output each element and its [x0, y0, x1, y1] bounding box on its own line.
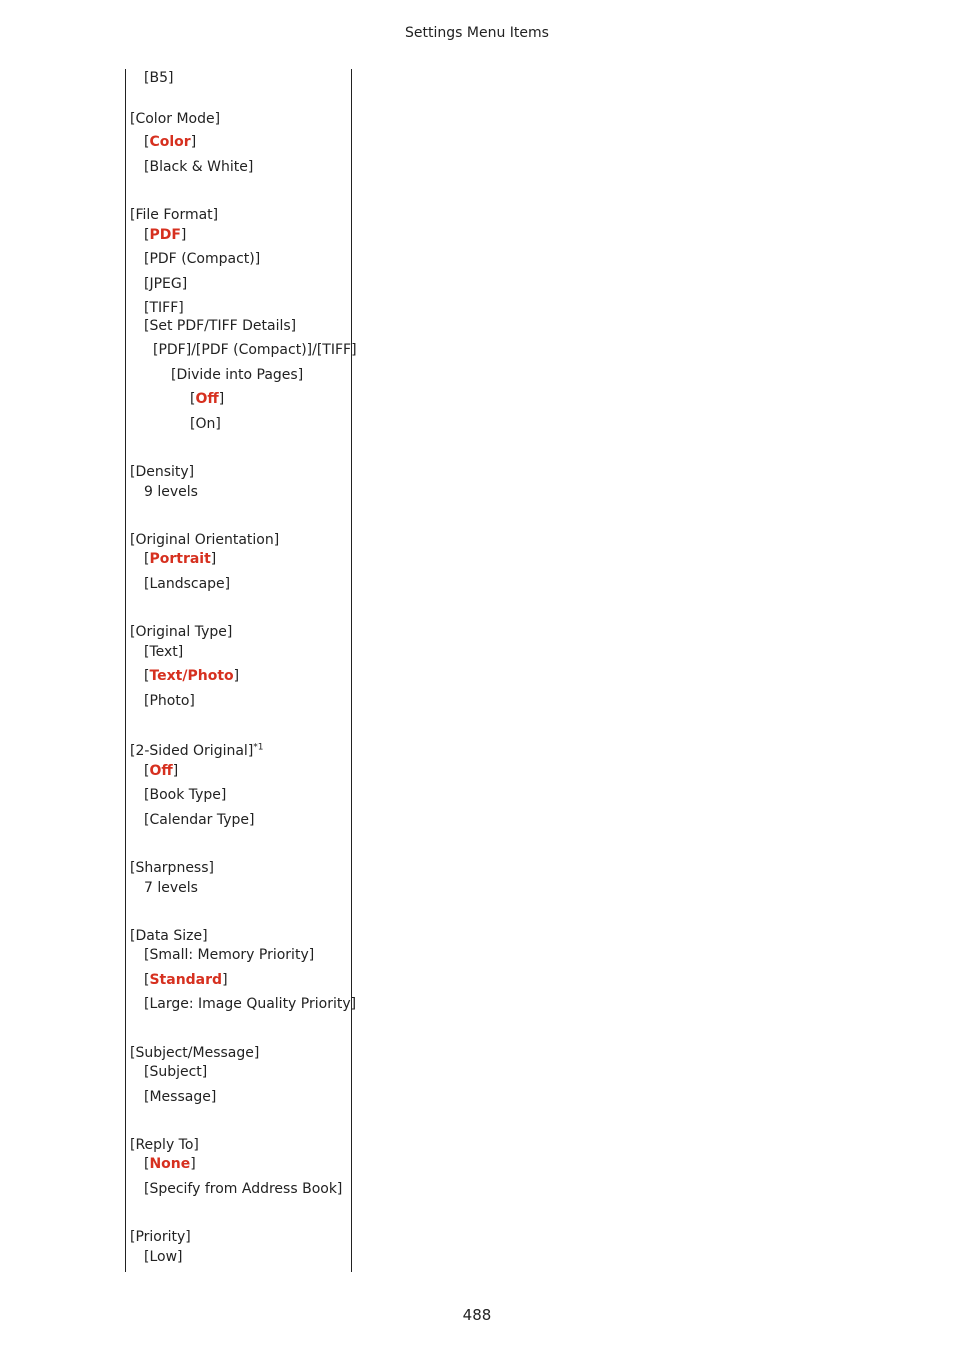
menu-item: [PDF (Compact)]: [144, 251, 261, 267]
menu-item: [Density]: [130, 464, 195, 480]
menu-item: [Reply To]: [130, 1137, 199, 1153]
menu-item-default: [Color]: [144, 134, 197, 150]
menu-item-default: [Portrait]: [144, 551, 217, 567]
settings-column: [125, 69, 357, 1272]
menu-item: [Original Orientation]: [130, 532, 280, 548]
menu-item: [Subject]: [144, 1064, 208, 1080]
menu-item: [Photo]: [144, 693, 195, 709]
menu-item-default: [None]: [144, 1156, 196, 1172]
menu-item-default: [Off]: [190, 391, 225, 407]
menu-item: [B5]: [144, 70, 174, 86]
menu-item: [Set PDF/TIFF Details]: [144, 318, 297, 334]
menu-item: [Low]: [144, 1249, 183, 1265]
menu-item: [Specify from Address Book]: [144, 1181, 343, 1197]
menu-item: [Original Type]: [130, 624, 233, 640]
menu-item: [Large: Image Quality Priority]: [144, 996, 357, 1012]
menu-item: [Message]: [144, 1089, 217, 1105]
page-header: Settings Menu Items: [405, 25, 549, 41]
menu-item: [On]: [190, 416, 221, 432]
menu-item: 7 levels: [144, 880, 198, 896]
menu-item: [Landscape]: [144, 576, 231, 592]
menu-item: [JPEG]: [144, 276, 188, 292]
menu-item: [Book Type]: [144, 787, 227, 803]
menu-item: [File Format]: [130, 207, 219, 223]
menu-item: [Small: Memory Priority]: [144, 947, 315, 963]
menu-item-default: [Off]: [144, 763, 179, 779]
menu-item: [Sharpness]: [130, 860, 214, 876]
menu-item: [Calendar Type]: [144, 812, 255, 828]
menu-item: 9 levels: [144, 484, 198, 500]
footnote-marker: *1: [253, 742, 264, 753]
menu-item-default: [Standard]: [144, 972, 228, 988]
menu-item: [Data Size]: [130, 928, 208, 944]
menu-item: [Subject/Message]: [130, 1045, 260, 1061]
menu-item: [2-Sided Original]$^{*1}$: [130, 742, 264, 759]
menu-item: [Color Mode]: [130, 111, 221, 127]
menu-item: [TIFF]: [144, 300, 184, 316]
page-number: 488: [462, 1306, 492, 1324]
menu-item: [PDF]/[PDF (Compact)]/[TIFF]: [153, 342, 357, 358]
menu-item: [Divide into Pages]: [171, 367, 304, 383]
menu-item: [Black & White]: [144, 159, 254, 175]
menu-item: [Priority]: [130, 1229, 191, 1245]
menu-item-default: [PDF]: [144, 227, 187, 243]
menu-item: [Text]: [144, 644, 184, 660]
menu-item-default: [Text/Photo]: [144, 668, 240, 684]
